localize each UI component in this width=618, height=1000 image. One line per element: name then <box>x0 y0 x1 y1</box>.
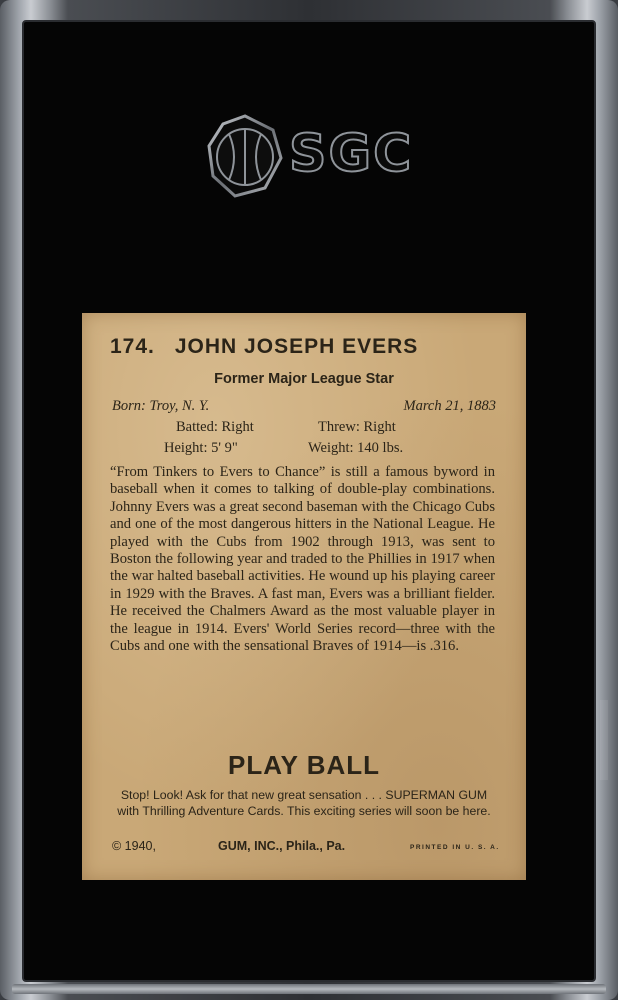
sgc-logo <box>205 112 420 202</box>
slab-edge <box>12 984 606 994</box>
player-biography <box>110 464 495 655</box>
birth-date: March 21, 1883 <box>403 398 496 414</box>
copyright: © 1940, <box>112 839 156 853</box>
company-name: GUM, INC., Phila., Pa. <box>218 839 346 853</box>
card-number: 174. <box>110 335 155 358</box>
card-title <box>110 335 418 359</box>
sgc-logo-text: SGC <box>289 124 414 184</box>
weight-stat: Weight: 140 lbs. <box>308 440 404 456</box>
slab-side-label <box>600 700 608 780</box>
height-stat: Height: 5' 9" <box>164 440 238 456</box>
birthplace: Born: Troy, N. Y. <box>112 398 210 414</box>
threw-stat: Threw: Right <box>318 419 396 435</box>
player-name: JOHN JOSEPH EVERS <box>174 335 419 358</box>
bio-paragraph: “From Tinkers to Evers to Chance” is still a famous byword in baseball when it comes to talking of double-play combinations. Johnny Evers was a great second baseman with the Chicago Cubs and one of the most dangerous hitters in the National League. He played with the Cubs from 1902 through 1913, was sent to Boston the following year and traded to the Phillies in 1917 when the war halted baseball activities. He wound up his playing career in 1929 with the Braves. A fast man, Evers was a brilliant fielder. He received the Chalmers Award as the most valuable player in the league in 1914. Evers' World Series record—three with the Cubs and one with the sensational Braves of 1914—is .316. <box>110 464 495 655</box>
printed-in-usa: PRINTED IN U. S. A. <box>410 844 500 851</box>
batted-stat: Batted: Right <box>176 419 254 435</box>
baseball-card-back <box>82 313 526 880</box>
player-subtitle: Former Major League Star <box>214 371 394 387</box>
play-ball-headline: PLAY BALL <box>227 750 381 780</box>
promo-text: Stop! Look! Ask for that new great sensation . . . SUPERMAN GUM with Thrilling Adventure Cards. This exciting series will soon be here. <box>117 788 491 818</box>
